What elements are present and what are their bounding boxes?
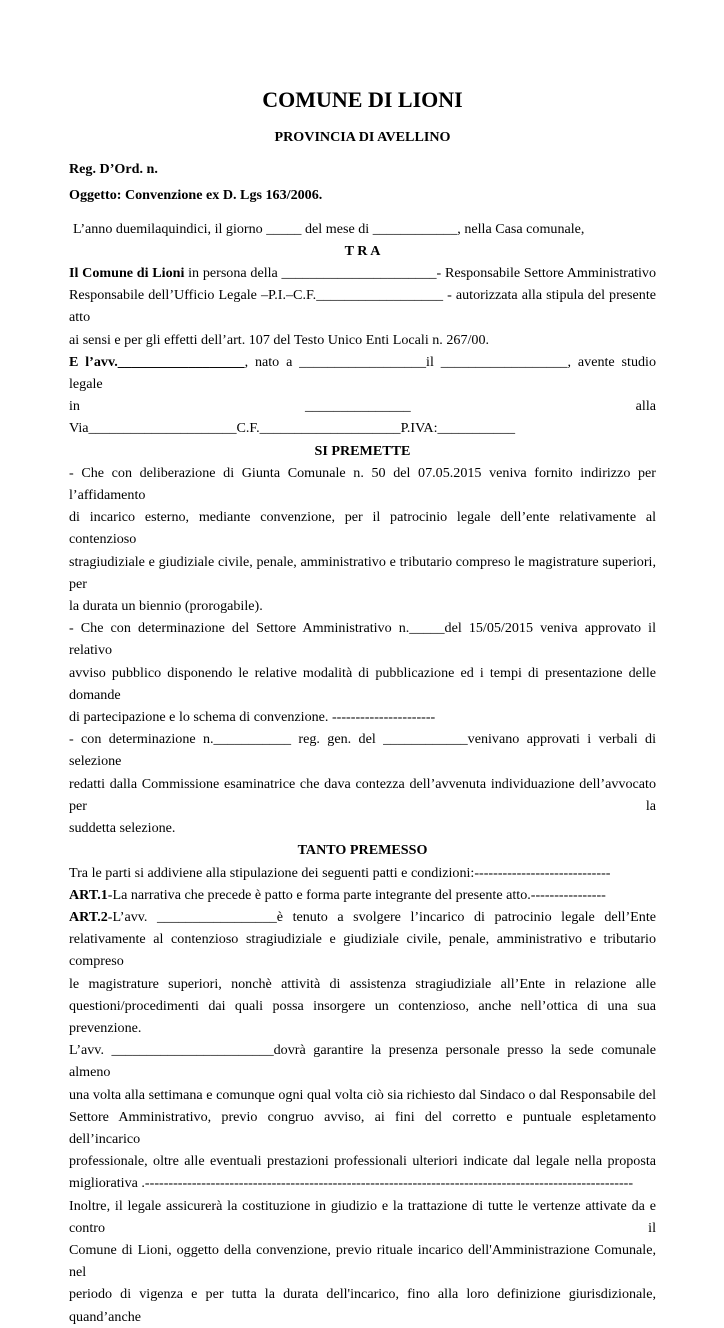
inoltre-line: periodo di vigenza e per tutta la durata dell'incarico, fino alla loro definizione giurisdizionale, quand’anche bbox=[69, 1286, 656, 1325]
comune-line-1-text: in persona della ______________________- Responsabile Settore Amministrativo bbox=[184, 265, 657, 282]
art2-line: le magistrature superiori, nonchè attività di assistenza stragiudiziale all’Ente in relazione alle bbox=[69, 975, 656, 992]
inoltre-line: Comune di Lioni, oggetto della convenzione, previo rituale incarico dell'Amministrazione Comunale, nel bbox=[69, 1241, 656, 1281]
premette-p1-line: la durata un biennio (prorogabile). bbox=[69, 598, 263, 615]
art2-line: relativamente al contenzioso stragiudiziale e giudiziale civile, penale, amministrativo e tributario compreso bbox=[69, 931, 656, 970]
avv-para-line: L’avv. _______________________dovrà garantire la presenza personale presso la sede comunale almeno bbox=[69, 1042, 656, 1081]
premette-p1-line: - Che con deliberazione di Giunta Comunale n. 50 del 07.05.2015 veniva fornito indirizzo per l’affidamento bbox=[69, 464, 656, 504]
art1-line bbox=[69, 884, 656, 906]
premette-p3-line: redatti dalla Commissione esaminatrice che dava contezza dell’avvenuta individuazione dell’avvocato per la bbox=[69, 775, 656, 814]
anno-line: L’anno duemilaquindici, il giorno _____ del mese di ____________, nella Casa comunale, bbox=[73, 220, 585, 237]
premette-p1-line: di incarico esterno, mediante convenzione, per il patrocinio legale dell’ente relativamente al contenzioso bbox=[69, 509, 656, 548]
avv-line-2: in _______________ alla Via_____________________C.F.____________________P.IVA:___________ bbox=[69, 398, 656, 437]
avv-label: E l’avv.__________________ bbox=[69, 353, 245, 370]
premette-p2-line: di partecipazione e lo schema di convenzione. ---------------------- bbox=[69, 709, 436, 726]
premette-p3-line: - con determinazione n.___________ reg. gen. del ____________venivano approvati i verbali di selezione bbox=[69, 731, 656, 770]
art1-label: ART.1 bbox=[69, 886, 108, 903]
comune-line-1 bbox=[69, 262, 656, 284]
avv-para-line: migliorativa .-------------------------------------------------------------------------------------------------------- bbox=[69, 1175, 634, 1192]
art2-line: questioni/procedimenti dai quali possa insorgere un contenzioso, anche nell’ottica di una sua prevenzione. bbox=[69, 997, 656, 1036]
avv-para-line: professionale, oltre alle eventuali prestazioni professionali ulteriori indicate dal legale nella proposta bbox=[69, 1153, 656, 1170]
si-premette-heading: SI PREMETTE bbox=[314, 442, 411, 459]
province-subtitle: PROVINCIA DI AVELLINO bbox=[274, 129, 451, 145]
inoltre-line: Inoltre, il legale assicurerà la costituzione in giudizio e la trattazione di tutte le vertenze attivate da e contro il bbox=[69, 1197, 656, 1236]
premesso-intro: Tra le parti si addiviene alla stipulazione dei seguenti patti e condizioni:----------------------------- bbox=[69, 864, 611, 881]
comune-line-3: ai sensi e per gli effetti dell’art. 107 del Testo Unico Enti Locali n. 267/00. bbox=[69, 331, 490, 348]
page-title: COMUNE DI LIONI bbox=[262, 87, 463, 112]
tra-heading: T R A bbox=[344, 242, 381, 259]
reg-ord-line: Reg. D’Ord. n. bbox=[69, 161, 158, 178]
avv-line-1-text: , nato a __________________il __________________, avente studio legale bbox=[69, 353, 656, 393]
premette-p2-line: avviso pubblico disponendo le relative modalità di pubblicazione ed i tempi di presentazione delle domande bbox=[69, 664, 656, 703]
premette-p1-line: stragiudiziale e giudiziale civile, penale, amministrativo e tributario compreso le magistrature superiori, per bbox=[69, 553, 656, 592]
comune-line-2: Responsabile dell’Ufficio Legale –P.I.–C.F.__________________ - autorizzata alla stipula del presente atto bbox=[69, 287, 656, 326]
premette-p2-line: - Che con determinazione del Settore Amministrativo n._____del 15/05/2015 veniva approvato il relativo bbox=[69, 620, 656, 659]
tanto-premesso-heading: TANTO PREMESSO bbox=[297, 842, 428, 859]
oggetto-line: Oggetto: Convenzione ex D. Lgs 163/2006. bbox=[69, 187, 323, 204]
premette-p3-line: suddetta selezione. bbox=[69, 820, 176, 837]
comune-label: Il Comune di Lioni bbox=[69, 265, 185, 282]
art2-line bbox=[69, 906, 656, 928]
art2-line-1-text: -L’avv. _________________è tenuto a svolgere l’incarico di patrocinio legale dell’Ente bbox=[107, 908, 656, 925]
art2-label: ART.2 bbox=[69, 908, 108, 925]
avv-para-line: una volta alla settimana e comunque ogni qual volta ciò sia richiesto dal Sindaco o dal Responsabile del bbox=[69, 1086, 656, 1103]
avv-line-1 bbox=[69, 351, 656, 395]
art1-text: -La narrativa che precede è patto e forma parte integrante del presente atto.---------------- bbox=[107, 886, 606, 903]
avv-para-line: Settore Amministrativo, previo congruo avviso, ai fini del corretto e puntuale espletamento dell’incarico bbox=[69, 1108, 656, 1147]
